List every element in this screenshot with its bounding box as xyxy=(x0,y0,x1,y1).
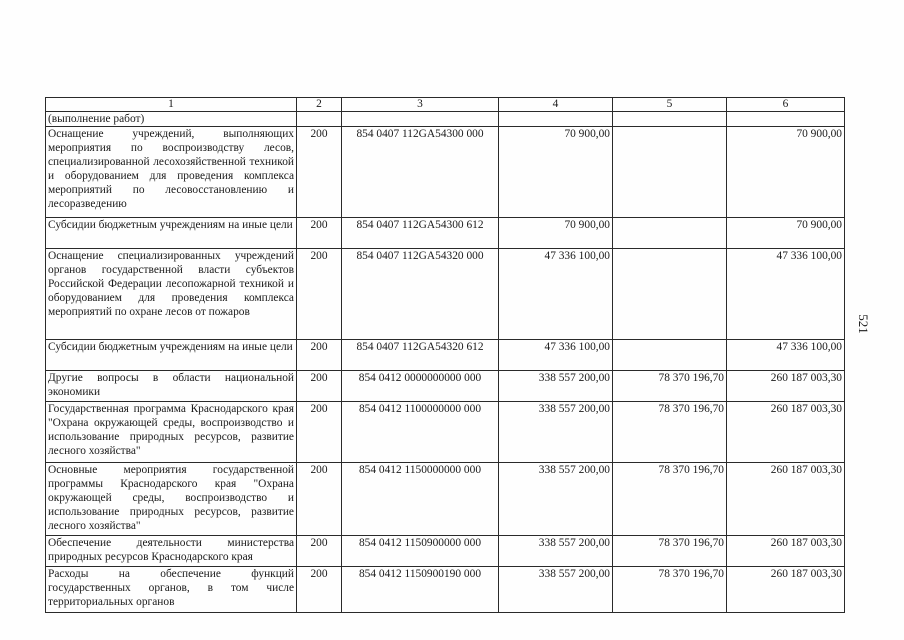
row-code xyxy=(342,112,499,127)
table-row xyxy=(46,218,845,249)
row-col2: 200 xyxy=(297,340,342,371)
row-name: Расходы на обеспечение функций государственных органов, в том числе территориальных органов xyxy=(46,567,297,613)
column-header: 6 xyxy=(727,98,845,112)
row-total: 70 900,00 xyxy=(499,218,613,249)
row-col2: 200 xyxy=(297,218,342,249)
row-col6: 70 900,00 xyxy=(727,218,845,249)
row-total xyxy=(499,112,613,127)
row-total: 338 557 200,00 xyxy=(499,402,613,463)
row-col2: 200 xyxy=(297,463,342,536)
row-name: Субсидии бюджетным учреждениям на иные цели xyxy=(46,340,297,371)
row-col2 xyxy=(297,112,342,127)
row-col2: 200 xyxy=(297,127,342,218)
row-col5: 78 370 196,70 xyxy=(613,371,727,402)
row-code: 854 0412 1100000000 000 xyxy=(342,402,499,463)
row-code: 854 0412 1150900000 000 xyxy=(342,536,499,567)
column-header: 3 xyxy=(342,98,499,112)
row-code: 854 0407 112GA54300 000 xyxy=(342,127,499,218)
row-code: 854 0407 112GA54320 612 xyxy=(342,340,499,371)
table-row xyxy=(46,402,845,463)
row-col5 xyxy=(613,112,727,127)
row-code: 854 0407 112GA54320 000 xyxy=(342,249,499,340)
row-code: 854 0407 112GA54300 612 xyxy=(342,218,499,249)
row-col2: 200 xyxy=(297,567,342,613)
row-code: 854 0412 1150900190 000 xyxy=(342,567,499,613)
row-total: 70 900,00 xyxy=(499,127,613,218)
row-col5: 78 370 196,70 xyxy=(613,402,727,463)
row-name: Оснащение специализированных учреждений органов государственной власти субъектов Российской Федерации лесопожарной техникой и оборудованием для проведения комплекса мероприятий по охране лесов от пожаров xyxy=(46,249,297,340)
table-row xyxy=(46,340,845,371)
row-name: (выполнение работ) xyxy=(46,112,297,127)
table-row xyxy=(46,463,845,536)
table-row xyxy=(46,536,845,567)
table-header-row xyxy=(46,98,845,112)
row-col6: 47 336 100,00 xyxy=(727,249,845,340)
row-name: Оснащение учреждений, выполняющих мероприятия по воспроизводству лесов, специализированной лесохозяйственной техникой и оборудованием для проведения комплекса мероприятий по лесовосстановлению и лесоразведению xyxy=(46,127,297,218)
row-col6: 260 187 003,30 xyxy=(727,567,845,613)
row-total: 338 557 200,00 xyxy=(499,463,613,536)
row-col2: 200 xyxy=(297,371,342,402)
row-col2: 200 xyxy=(297,402,342,463)
table-row xyxy=(46,567,845,613)
row-code: 854 0412 0000000000 000 xyxy=(342,371,499,402)
row-col5: 78 370 196,70 xyxy=(613,463,727,536)
row-col6: 260 187 003,30 xyxy=(727,536,845,567)
row-name: Государственная программа Краснодарского края "Охрана окружающей среды, воспроизводство и использование природных ресурсов, развитие лесного хозяйства" xyxy=(46,402,297,463)
budget-table xyxy=(45,97,845,613)
row-total: 338 557 200,00 xyxy=(499,371,613,402)
table-row xyxy=(46,112,845,127)
row-total: 338 557 200,00 xyxy=(499,536,613,567)
row-col6 xyxy=(727,112,845,127)
column-header: 1 xyxy=(46,98,297,112)
row-total: 338 557 200,00 xyxy=(499,567,613,613)
column-header: 2 xyxy=(297,98,342,112)
row-name: Обеспечение деятельности министерства природных ресурсов Краснодарского края xyxy=(46,536,297,567)
row-col6: 260 187 003,30 xyxy=(727,463,845,536)
row-col5 xyxy=(613,127,727,218)
row-col5 xyxy=(613,249,727,340)
row-total: 47 336 100,00 xyxy=(499,340,613,371)
column-header: 4 xyxy=(499,98,613,112)
row-total: 47 336 100,00 xyxy=(499,249,613,340)
row-name: Субсидии бюджетным учреждениям на иные цели xyxy=(46,218,297,249)
row-col5 xyxy=(613,340,727,371)
column-header: 5 xyxy=(613,98,727,112)
row-col5: 78 370 196,70 xyxy=(613,567,727,613)
row-col2: 200 xyxy=(297,249,342,340)
row-col2: 200 xyxy=(297,536,342,567)
row-col6: 260 187 003,30 xyxy=(727,371,845,402)
row-code: 854 0412 1150000000 000 xyxy=(342,463,499,536)
row-name: Другие вопросы в области национальной экономики xyxy=(46,371,297,402)
row-col6: 70 900,00 xyxy=(727,127,845,218)
row-col6: 260 187 003,30 xyxy=(727,402,845,463)
row-col5 xyxy=(613,218,727,249)
table-row xyxy=(46,249,845,340)
page-number: 521 xyxy=(856,314,871,334)
row-name: Основные мероприятия государственной программы Краснодарского края "Охрана окружающей среды, воспроизводство и использование природных ресурсов, развитие лесного хозяйства" xyxy=(46,463,297,536)
row-col6: 47 336 100,00 xyxy=(727,340,845,371)
table-row xyxy=(46,127,845,218)
table-row xyxy=(46,371,845,402)
row-col5: 78 370 196,70 xyxy=(613,536,727,567)
